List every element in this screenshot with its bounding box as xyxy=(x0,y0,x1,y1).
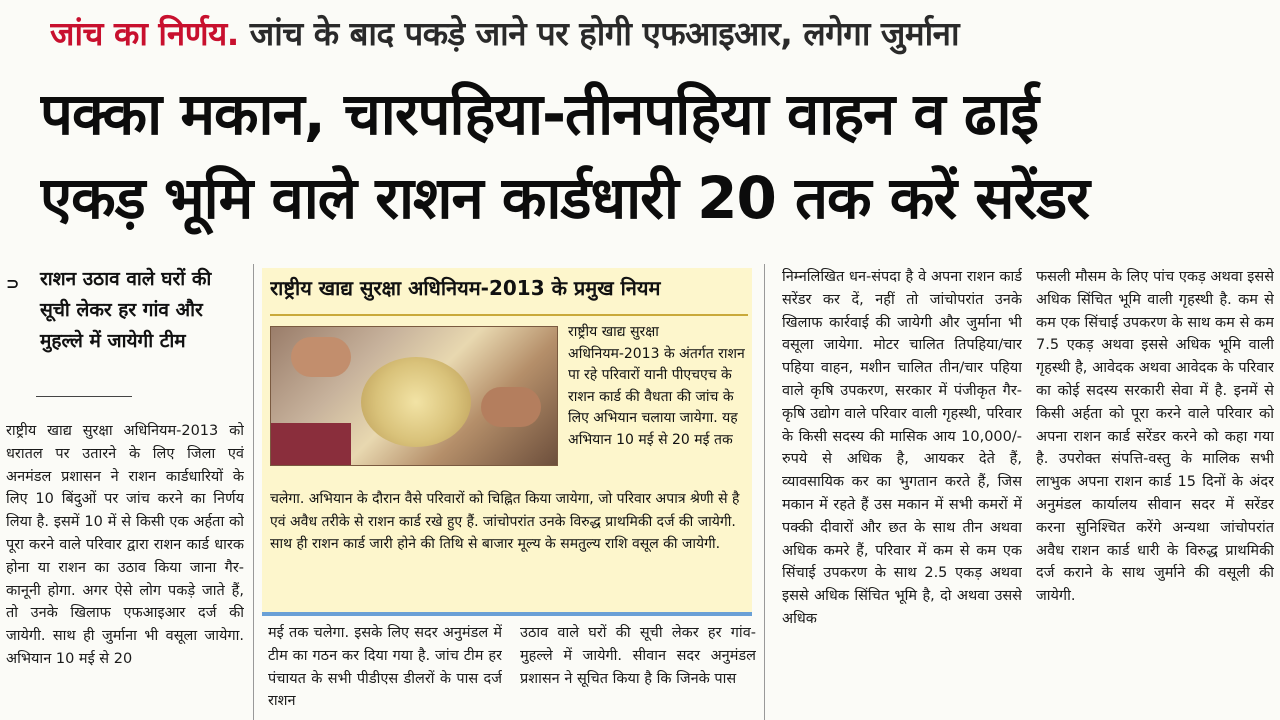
column-separator xyxy=(764,264,765,720)
column-1-text: राष्ट्रीय खाद्य सुरक्षा अधिनियम-2013 को धरातल पर उतारने के लिए जिला एवं अनमंडल प्रशासन ने राशन कार्डधारियों के लिए 10 बिंदुओं पर जांच करने का निर्णय लिया है. इसमें 10 में से किसी एक अर्हता को पूरा करने वाले परिवार द्वारा राशन कार्ड धारक होना या राशन का उठाव किया जाना गैर-कानूनी होगा. अगर ऐसे लोग पकड़े जाते हैं, तो उनके खिलाफ एफआइआर दर्ज की जायेगी. साथ ही जुर्माना भी वसूला जायेगा. अभियान 10 मई से 20 xyxy=(6,423,244,667)
article-column-2 xyxy=(268,622,502,720)
headline xyxy=(40,72,1250,240)
column-5-text: फसली मौसम के लिए पांच एकड़ अथवा इससे अधिक सिंचित भूमि वाली गृहस्थी है. कम से कम एक सिंचाई उपकरण के साथ कम से कम 7.5 एकड़ अथवा इससे अधिक भूमि वाली गृहस्थी है, आवेदक अथवा आवेदक के परिवार का कोई सदस्य सरकारी सेवा में है. इनमें से किसी अर्हता को पूरा करने वाले परिवार को अपना राशन कार्ड सरेंडर करने को कहा गया है. उपरोक्त संपत्ति-वस्तु के मालिक सभी लाभुक अपना राशन कार्ड 15 दिनों के अंदर अनुमंडल कार्यालय सीवान सदर में सरेंडर करना सुनिश्चित करेंगे अन्यथा जांचोपरांत अवैध राशन कार्ड धारी के विरुद्ध प्राथमिकी दर्ज कराने के साथ जुर्माने की वसूली की जायेगी. xyxy=(1036,269,1274,605)
bullet-arrow-icon: ⊃ xyxy=(6,274,20,293)
info-box xyxy=(262,268,752,616)
kicker-text: जांच के बाद पकड़े जाने पर होगी एफआइआर, लगेगा जुर्माना xyxy=(238,14,960,53)
divider xyxy=(36,396,132,397)
headline-line-1: पक्का मकान, चारपहिया-तीनपहिया वाहन व ढाई xyxy=(40,80,1038,148)
column-3-text: उठाव वाले घरों की सूची लेकर हर गांव-मुहल्ले में जायेगी. सीवान सदर अनुमंडल प्रशासन ने सूचित किया है कि जिनके पास xyxy=(520,625,756,687)
info-box-side-text: राष्ट्रीय खाद्य सुरक्षा अधिनियम-2013 के अंतर्गत राशन पा रहे परिवारों यानी पीएचएच के राशन कार्ड की वैधता की जांच के लिए अभियान चलाया जायेगा. यह अभियान 10 मई से 20 मई तक xyxy=(568,324,745,448)
bullet-text: राशन उठाव वाले घरों की सूची लेकर हर गांव और मुहल्ले में जायेगी टीम xyxy=(40,268,212,352)
column-2-text: मई तक चलेगा. इसके लिए सदर अनुमंडल में टीम का गठन कर दिया गया है. जांच टीम हर पंचायत के सभी पीडीएस डीलरों के पास दर्ज राशन xyxy=(268,625,502,710)
headline-line-2: एकड़ भूमि वाले राशन कार्डधारी 20 तक करें सरेंडर xyxy=(40,164,1089,232)
photo-hand-right xyxy=(481,387,541,427)
photo-hand-left xyxy=(291,337,351,377)
grain-photo xyxy=(270,326,558,466)
kicker xyxy=(50,10,1250,60)
photo-cloth xyxy=(271,423,351,465)
column-separator xyxy=(253,264,254,720)
info-box-bottom-text: चलेगा. अभियान के दौरान वैसे परिवारों को चिह्नित किया जायेगा, जो परिवार अपात्र श्रेणी से है एवं अवैध तरीके से राशन कार्ड रखे हुए हैं. जांचोपरांत उनके विरुद्ध प्राथमिकी दर्ज की जायेगी. साथ ही राशन कार्ड जारी होने की तिथि से बाजार मूल्य के समतुल्य राशि वसूल की जायेगी. xyxy=(270,491,740,552)
info-box-title: राष्ट्रीय खाद्य सुरक्षा अधिनियम-2013 के प्रमुख नियम xyxy=(270,274,748,316)
kicker-label: जांच का निर्णय. xyxy=(50,14,239,53)
article-column-4 xyxy=(782,266,1022,720)
summary-bullet xyxy=(6,264,246,357)
article-column-3 xyxy=(520,622,756,720)
column-4-text: निम्नलिखित धन-संपदा है वे अपना राशन कार्ड सरेंडर कर दें, नहीं तो जांचोपरांत उनके खिलाफ कार्रवाई की जायेगी और जुर्माना भी वसूला जायेगा. मोटर चालित तिपहिया/चार पहिया वाहन, मशीन चालित तीन/चार पहिया वाले कृषि उपकरण, सरकार में पंजीकृत गैर-कृषि उद्योग वाले परिवार वाली गृहस्थी, परिवार के किसी सदस्य की मासिक आय 10,000/- रुपये से अधिक है, आयकर देते हैं, व्यावसायिक कर का भुगतान करते हैं, जिस मकान में रहते हैं उस मकान में सभी कमरों में पक्की दीवारों और छत के साथ तीन अथवा अधिक कमरे हैं, परिवार में कम से कम एक सिंचाई उपकरण के साथ 2.5 एकड़ अथवा इससे अधिक सिंचित भूमि है, दो अथवा उससे अधिक xyxy=(782,269,1022,627)
article-column-1 xyxy=(6,420,244,720)
article-column-5 xyxy=(1036,266,1274,720)
photo-grain-pile xyxy=(361,357,471,447)
